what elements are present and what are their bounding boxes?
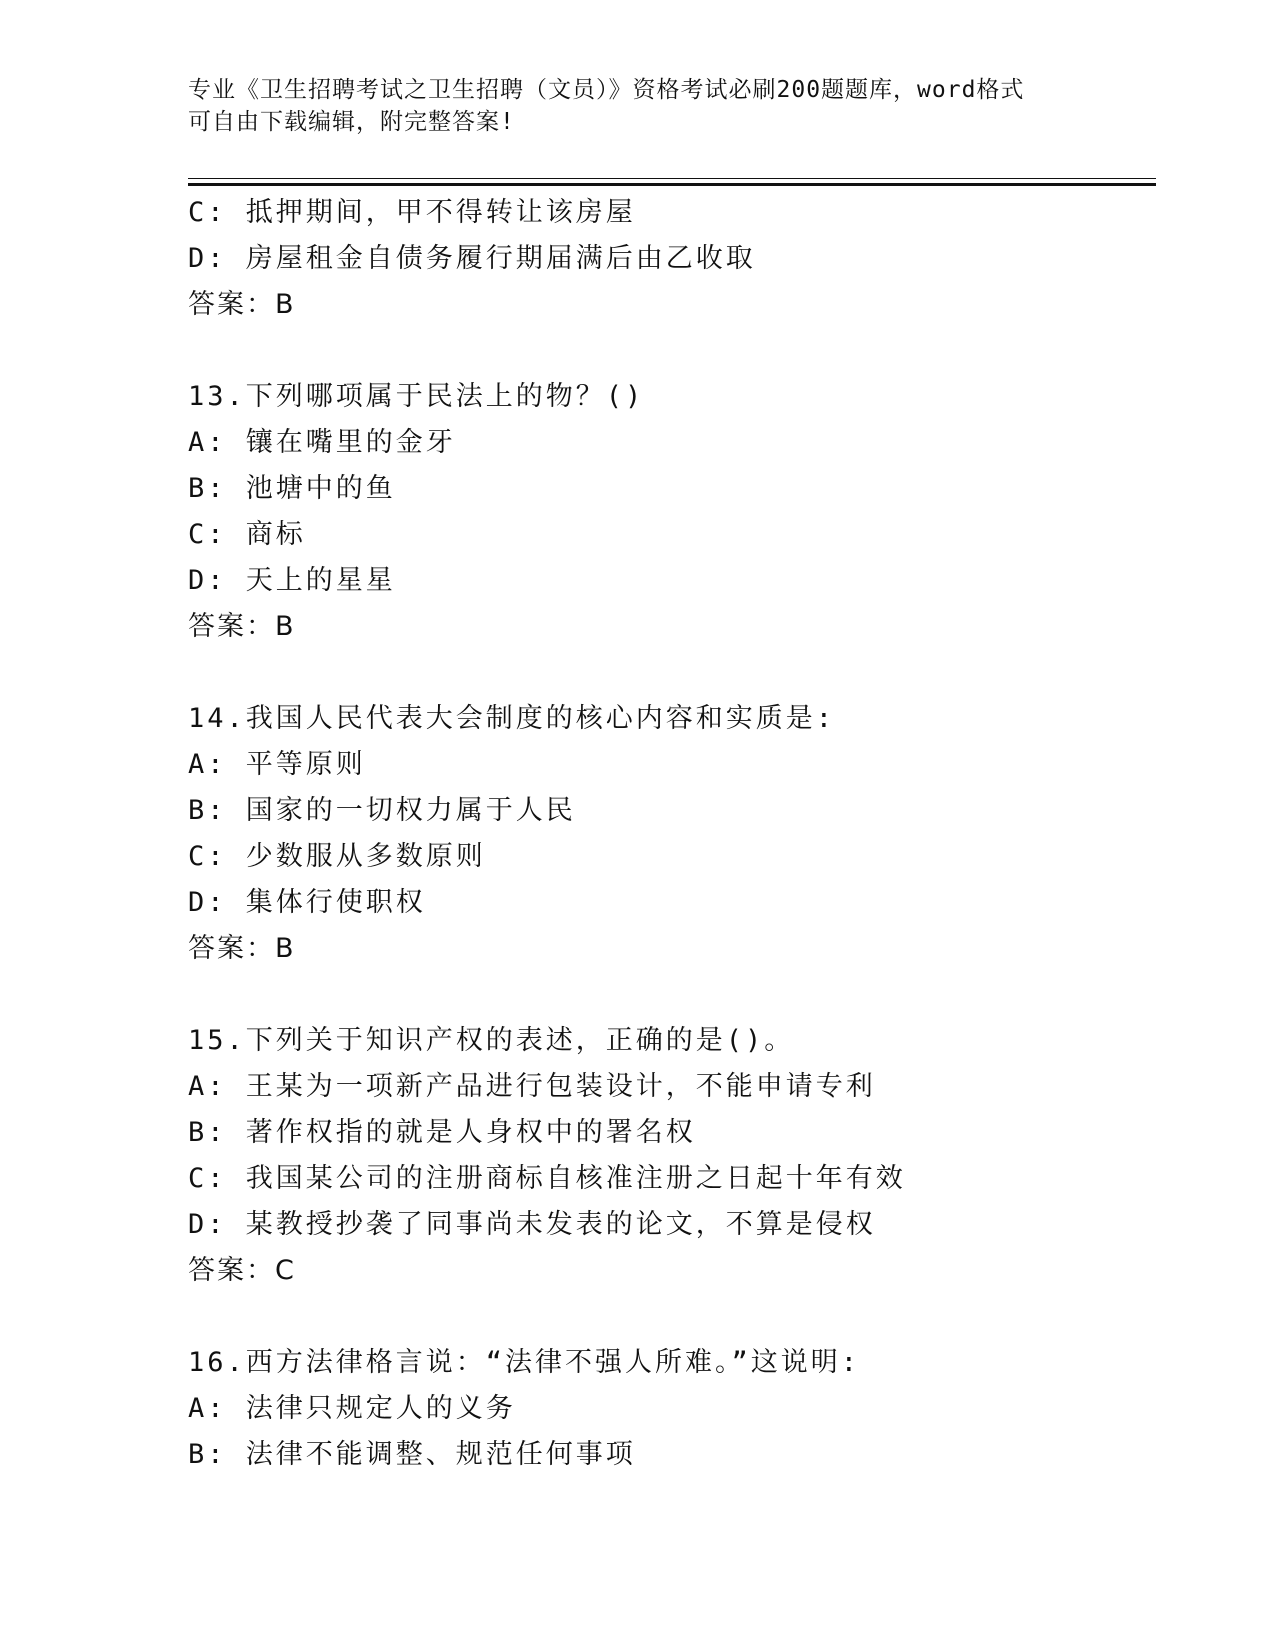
answer-line: 答案：B xyxy=(188,611,296,642)
answer-line: 答案：C xyxy=(188,1255,296,1286)
question-12-block xyxy=(188,190,1188,328)
option-a: A: 法律只规定人的义务 xyxy=(188,1393,516,1424)
question-text: 14.我国人民代表大会制度的核心内容和实质是: xyxy=(188,703,836,734)
header-divider-thick xyxy=(188,183,1156,186)
question-13-block xyxy=(188,374,1188,650)
option-d: D: 房屋租金自债务履行期届满后由乙收取 xyxy=(188,243,756,274)
answer-line: 答案：B xyxy=(188,933,296,964)
option-a: A: 镶在嘴里的金牙 xyxy=(188,427,456,458)
header-line-2: 可自由下载编辑，附完整答案! xyxy=(188,109,515,135)
option-d: D: 天上的星星 xyxy=(188,565,396,596)
option-c: C: 我国某公司的注册商标自核准注册之日起十年有效 xyxy=(188,1163,906,1194)
spacer xyxy=(188,1294,1188,1340)
spacer xyxy=(188,650,1188,696)
option-c: C: 商标 xyxy=(188,519,306,550)
option-b: B: 国家的一切权力属于人民 xyxy=(188,795,576,826)
option-a: A: 王某为一项新产品进行包装设计，不能申请专利 xyxy=(188,1071,876,1102)
option-b: B: 著作权指的就是人身权中的署名权 xyxy=(188,1117,696,1148)
spacer xyxy=(188,328,1188,374)
option-b: B: 池塘中的鱼 xyxy=(188,473,396,504)
question-text: 13.下列哪项属于民法上的物？() xyxy=(188,381,645,412)
option-c: C: 抵押期间，甲不得转让该房屋 xyxy=(188,197,636,228)
question-text: 15.下列关于知识产权的表述，正确的是()。 xyxy=(188,1025,795,1056)
header-divider-thin xyxy=(188,178,1156,179)
option-b: B: 法律不能调整、规范任何事项 xyxy=(188,1439,636,1470)
question-16-block xyxy=(188,1340,1188,1478)
question-list xyxy=(188,190,1188,1478)
question-15-block xyxy=(188,1018,1188,1294)
header-line-1: 专业《卫生招聘考试之卫生招聘（文员）》资格考试必刷200题题库，word格式 xyxy=(188,77,1025,103)
option-c: C: 少数服从多数原则 xyxy=(188,841,486,872)
option-d: D: 某教授抄袭了同事尚未发表的论文，不算是侵权 xyxy=(188,1209,876,1240)
question-text: 16.西方法律格言说：“法律不强人所难。”这说明: xyxy=(188,1347,861,1378)
spacer xyxy=(188,972,1188,1018)
option-a: A: 平等原则 xyxy=(188,749,366,780)
question-14-block xyxy=(188,696,1188,972)
document-header xyxy=(188,74,1088,138)
answer-line: 答案：B xyxy=(188,289,296,320)
option-d: D: 集体行使职权 xyxy=(188,887,426,918)
